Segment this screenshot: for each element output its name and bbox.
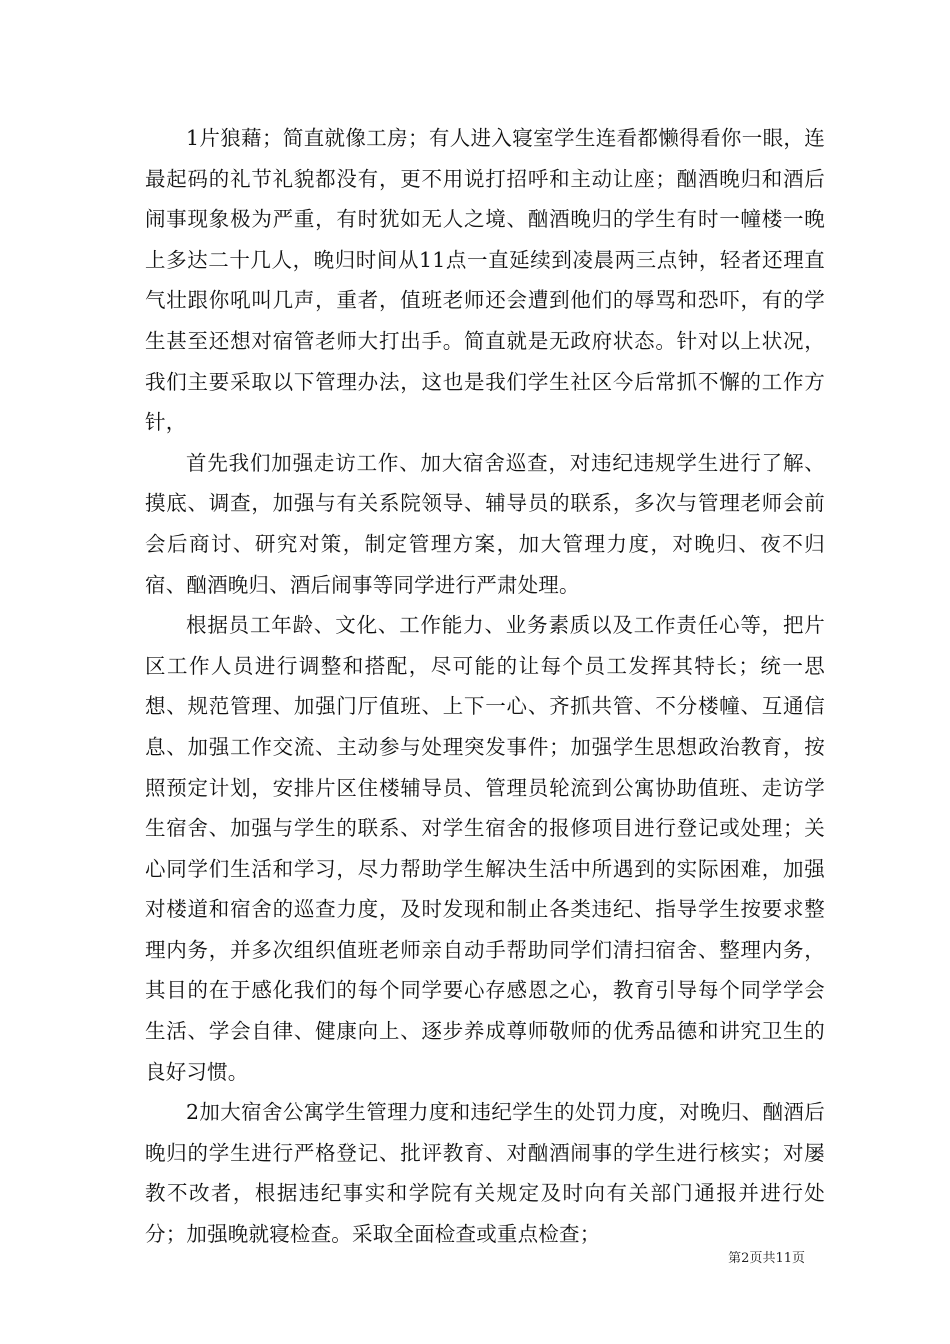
paragraph-2: 首先我们加强走访工作、加大宿舍巡查，对违纪违规学生进行了解、摸底、调查，加强与有关系院领导、辅导员的联系，多次与管理老师会前会后商讨、研究对策，制定管理方案，加大管理力度，对晚归、夜不归宿、酗酒晚归、酒后闹事等同学进行严肃处理。 bbox=[145, 450, 825, 597]
page-number: 第2页共11页 bbox=[728, 1251, 805, 1266]
paragraph-4: 2加大宿舍公寓学生管理力度和违纪学生的处罚力度，对晚归、酗酒后晚归的学生进行严格登记、批评教育、对酗酒闹事的学生进行核实；对屡教不改者，根据违纪事实和学院有关规定及时向有关部门通报并进行处分；加强晚就寝检查。采取全面检查或重点检查； bbox=[145, 1100, 825, 1247]
document-body bbox=[145, 118, 825, 1255]
paragraph-1: 1片狼藉；简直就像工房；有人进入寝室学生连看都懒得看你一眼，连最起码的礼节礼貌都没有，更不用说打招呼和主动让座；酗酒晚归和酒后闹事现象极为严重，有时犹如无人之境、酗酒晚归的学生有时一幢楼一晚上多达二十几人，晚归时间从11点一直延续到凌晨两三点钟，轻者还理直气壮跟你吼叫几声，重者，值班老师还会遭到他们的辱骂和恐吓，有的学生甚至还想对宿管老师大打出手。简直就是无政府状态。针对以上状况，我们主要采取以下管理办法，这也是我们学生社区今后常抓不懈的工作方针， bbox=[145, 126, 825, 435]
paragraph-3: 根据员工年龄、文化、工作能力、业务素质以及工作责任心等，把片区工作人员进行调整和搭配，尽可能的让每个员工发挥其特长；统一思想、规范管理、加强门厅值班、上下一心、齐抓共管、不分楼幢、互通信息、加强工作交流、主动参与处理突发事件；加强学生思想政治教育，按照预定计划，安排片区住楼辅导员、管理员轮流到公寓协助值班、走访学生宿舍、加强与学生的联系、对学生宿舍的报修项目进行登记或处理；关心同学们生活和学习，尽力帮助学生解决生活中所遇到的实际困难，加强对楼道和宿舍的巡查力度，及时发现和制止各类违纪、指导学生按要求整理内务，并多次组织值班老师亲自动手帮助同学们清扫宿舍、整理内务，其目的在于感化我们的每个同学要心存感恩之心，教育引导每个同学学会生活、学会自律、健康向上、逐步养成尊师敬师的优秀品德和讲究卫生的良好习惯。 bbox=[145, 613, 825, 1084]
